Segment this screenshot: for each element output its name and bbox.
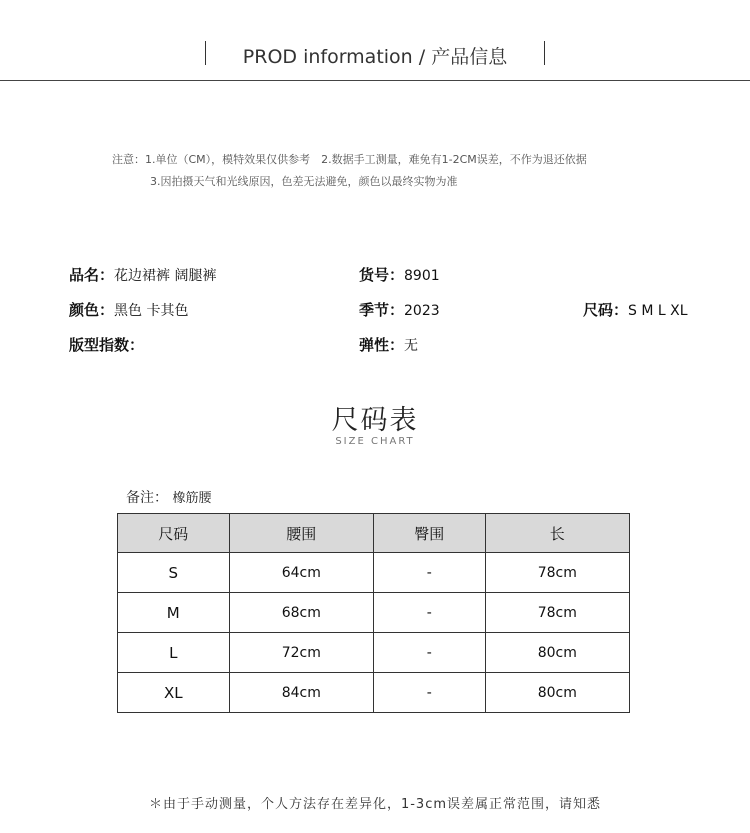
product-season xyxy=(359,299,440,320)
cell-waist: 72cm xyxy=(229,633,373,673)
header-hip: 臀围 xyxy=(373,514,485,553)
size-label: 尺码： xyxy=(583,301,629,319)
cell-hip: - xyxy=(373,673,485,713)
remark-value: 橡筋腰 xyxy=(172,491,212,506)
cell-waist: 68cm xyxy=(229,593,373,633)
color-value: 黑色 卡其色 xyxy=(114,303,189,319)
color-label: 颜色： xyxy=(69,301,115,319)
cell-size: L xyxy=(118,633,230,673)
remark-label: 备注： xyxy=(126,490,168,506)
notice-line-1: 注意：1.单位（CM），模特效果仅供参考 2.数据手工测量，难免有1-2CM误差，不作为退还依据 xyxy=(112,153,587,166)
elastic-value: 无 xyxy=(404,338,419,354)
product-item-no xyxy=(359,264,440,285)
cell-size: M xyxy=(118,593,230,633)
size-table xyxy=(117,513,630,713)
header-length: 长 xyxy=(485,514,629,553)
size-value: S M L XL xyxy=(628,303,688,319)
fit-label: 版型指数： xyxy=(69,336,145,354)
cell-waist: 84cm xyxy=(229,673,373,713)
notice-line-2: 3.因拍摄天气和光线原因，色差无法避免，颜色以最终实物为准 xyxy=(150,175,458,188)
cell-length: 80cm xyxy=(485,673,629,713)
size-chart-subtitle: SIZE CHART xyxy=(335,436,415,447)
cell-length: 80cm xyxy=(485,633,629,673)
cell-hip: - xyxy=(373,633,485,673)
table-row xyxy=(118,633,630,673)
season-label: 季节： xyxy=(359,301,405,319)
table-header-row xyxy=(118,514,630,553)
cell-waist: 64cm xyxy=(229,553,373,593)
product-sizes xyxy=(583,299,688,320)
item-no-value: 8901 xyxy=(404,268,440,284)
header-waist: 腰围 xyxy=(229,514,373,553)
table-row xyxy=(118,593,630,633)
remark xyxy=(126,487,211,507)
table-row xyxy=(118,673,630,713)
product-name-value: 花边裙裤 阔腿裤 xyxy=(114,268,217,284)
elastic-label: 弹性： xyxy=(359,336,405,354)
cell-length: 78cm xyxy=(485,553,629,593)
product-name xyxy=(69,264,216,285)
header-rule xyxy=(0,80,750,81)
item-no-label: 货号： xyxy=(359,266,405,284)
table-row xyxy=(118,553,630,593)
product-color xyxy=(69,299,188,320)
header-size: 尺码 xyxy=(118,514,230,553)
footer-note: ＊由于手动测量，个人方法存在差异化，1-3cm误差属正常范围，请知悉 xyxy=(148,797,602,812)
product-name-label: 品名： xyxy=(69,266,115,284)
cell-length: 78cm xyxy=(485,593,629,633)
cell-hip: - xyxy=(373,553,485,593)
product-elasticity xyxy=(359,334,418,355)
product-fit-index xyxy=(69,334,144,355)
page-title: PROD information / 产品信息 xyxy=(242,46,508,68)
cell-hip: - xyxy=(373,593,485,633)
season-value: 2023 xyxy=(404,303,440,319)
size-chart-title: 尺码表 xyxy=(331,405,419,436)
cell-size: S xyxy=(118,553,230,593)
cell-size: XL xyxy=(118,673,230,713)
